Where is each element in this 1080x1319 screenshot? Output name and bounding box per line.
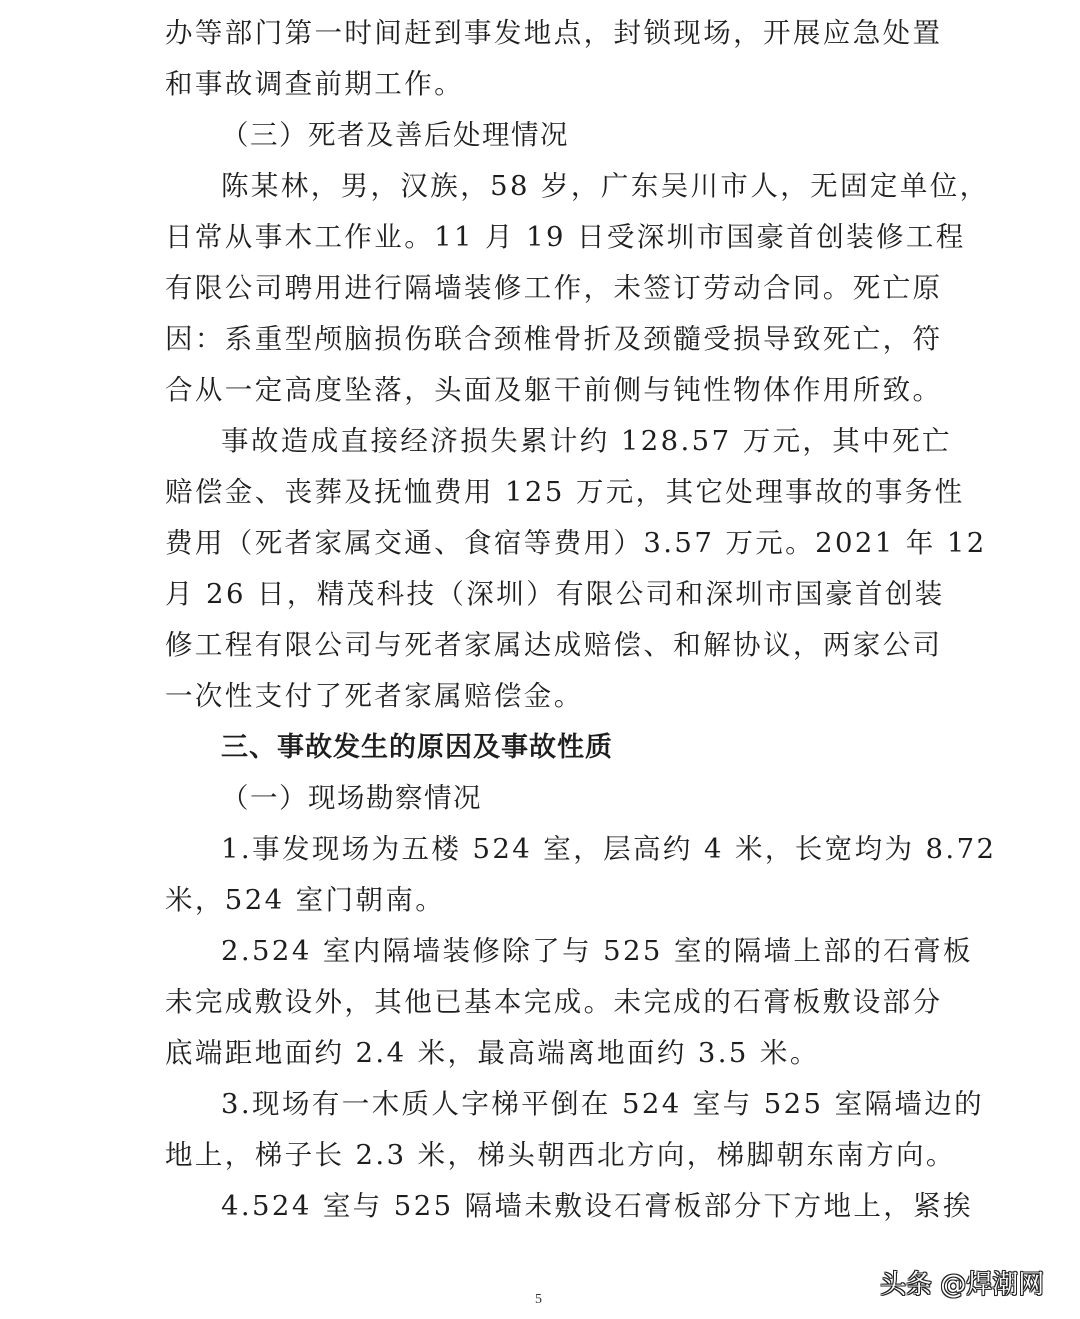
body-line: 合从一定高度坠落，头面及躯干前侧与钝性物体作用所致。: [165, 374, 943, 406]
section-heading-cause-nature: 三、事故发生的原因及事故性质: [221, 732, 613, 763]
body-line: 和事故调查前期工作。: [165, 68, 464, 100]
list-item-3: 3.现场有一木质人字梯平倒在 524 室与 525 室隔墙边的: [221, 1088, 985, 1120]
body-line: 赔偿金、丧葬及抚恤费用 125 万元，其它处理事故的事务性: [165, 476, 965, 508]
body-line: 日常从事木工作业。11 月 19 日受深圳市国豪首创装修工程: [165, 221, 966, 253]
list-item-2: 2.524 室内隔墙装修除了与 525 室的隔墙上部的石膏板: [221, 935, 973, 967]
body-line: 费用（死者家属交通、食宿等费用）3.57 万元。2021 年 12: [165, 527, 987, 559]
subheading-site-survey: （一）现场勘察情况: [221, 782, 482, 814]
body-line: 办等部门第一时间赶到事发地点，封锁现场，开展应急处置: [165, 17, 943, 49]
watermark: 头条 @焊潮网: [880, 1270, 1045, 1300]
paragraph-start-line: 陈某林，男，汉族，58 岁，广东吴川市人，无固定单位，: [221, 170, 990, 202]
page-number: 5: [535, 1292, 542, 1307]
body-line: 米，524 室门朝南。: [165, 884, 446, 916]
body-line: 底端距地面约 2.4 米，最高端离地面约 3.5 米。: [165, 1037, 820, 1069]
body-line: 地上，梯子长 2.3 米，梯头朝西北方向，梯脚朝东南方向。: [165, 1139, 956, 1171]
body-line: 未完成敷设外，其他已基本完成。未完成的石膏板敷设部分: [165, 986, 943, 1018]
body-line: 一次性支付了死者家属赔偿金。: [165, 680, 584, 712]
list-item-4: 4.524 室与 525 隔墙未敷设石膏板部分下方地上，紧挨: [221, 1190, 973, 1222]
document-page: [165, 8, 997, 1232]
body-line: 修工程有限公司与死者家属达成赔偿、和解协议，两家公司: [165, 629, 943, 661]
list-item-1: 1.事发现场为五楼 524 室，层高约 4 米，长宽均为 8.72: [221, 833, 997, 865]
body-line: 有限公司聘用进行隔墙装修工作，未签订劳动合同。死亡原: [165, 272, 943, 304]
paragraph-start-line: 事故造成直接经济损失累计约 128.57 万元，其中死亡: [221, 425, 952, 457]
body-line: 因：系重型颅脑损伤联合颈椎骨折及颈髓受损导致死亡，符: [165, 323, 943, 355]
body-line: 月 26 日，精茂科技（深圳）有限公司和深圳市国豪首创装: [165, 578, 945, 610]
subheading-deceased-aftermath: （三）死者及善后处理情况: [221, 119, 569, 151]
